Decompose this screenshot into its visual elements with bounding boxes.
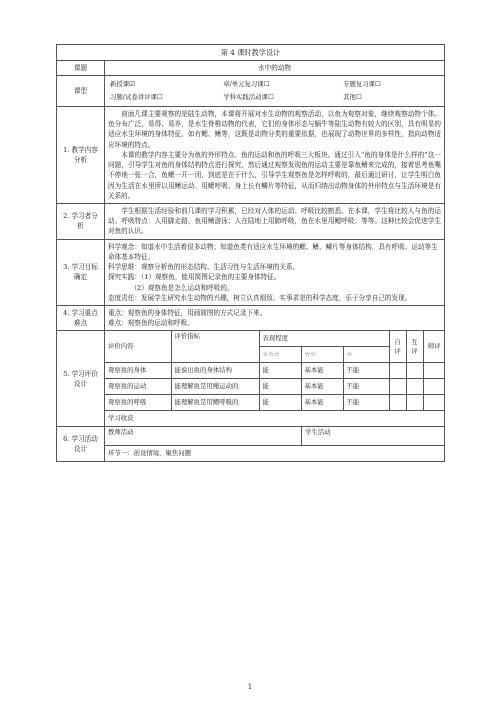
lesson-type-unit-review: 章/单元复习课☐ bbox=[223, 79, 270, 88]
lesson-type-label: 课型 bbox=[57, 76, 105, 107]
eval-self-cell bbox=[389, 379, 406, 395]
topic-label: 课题 bbox=[57, 61, 105, 76]
objective-thinking: 科学思维：观察分析鱼的形态结构、生活习性与生活环境的关系。 bbox=[108, 263, 300, 272]
eval-level-mostly: 基本能 bbox=[301, 379, 343, 395]
content-analysis-row bbox=[57, 107, 445, 204]
eval-teacher-cell bbox=[423, 363, 445, 379]
key-point: 重点：观察鱼的身体特征，用画简图的方式记录下来。 bbox=[108, 308, 267, 317]
eval-level-yes: 能 bbox=[259, 395, 301, 411]
eval-teacher-cell bbox=[423, 379, 445, 395]
objective-practice-1: 探究实践：（1）观察鱼，能用简图记录鱼的主要身体特征。 bbox=[108, 273, 281, 282]
content-analysis-label: 1. 教学内容分析 bbox=[57, 107, 105, 204]
eval-level-mostly: 基本能 bbox=[301, 363, 343, 379]
page-number: 1 bbox=[247, 683, 253, 691]
lesson-type-other: 其他☐ bbox=[343, 92, 362, 101]
learner-analysis-label: 2. 学习者分析 bbox=[57, 203, 105, 239]
eval-peer-cell bbox=[406, 363, 423, 379]
activity-step-1: 环节一：创设情境，聚焦问题 bbox=[105, 446, 444, 462]
lesson-type-exercise: 习题/试卷讲评课☐ bbox=[110, 92, 163, 101]
eval-header-content: 评价内容 bbox=[105, 331, 171, 363]
eval-content: 观察鱼的运动 bbox=[105, 379, 171, 395]
learner-analysis-row bbox=[57, 203, 445, 239]
eval-content: 观察鱼的身体 bbox=[105, 363, 171, 379]
eval-harvest: 学习收获 bbox=[105, 411, 445, 427]
eval-row bbox=[105, 379, 445, 395]
activities-label: 6. 学习活动设计 bbox=[57, 427, 105, 462]
content-analysis-paragraph-2: 本课的教学内容主要分为鱼的外形特点、鱼的运动和鱼的呼吸三大板块。通过引入“鱼的身体是什么样的”这一问题，引导学生对鱼的身体结构特点进行探究，然后通过观察发现鱼的运动主要是靠鱼鳍来完成的，接着思考鱼嘴不停地一张一合，鱼鳃一开一闭，到底是在干什么，引导学生观察鱼是怎样呼吸的，最后通过研讨，让学生明白鱼因为生活在水里所以用鳍运动、用鳃呼吸、身上长有鳞片等特征，从而归纳出动物身体的外形特点与生活环境是有关系的。 bbox=[108, 150, 441, 200]
activities-row bbox=[57, 427, 445, 462]
eval-peer-cell bbox=[406, 395, 423, 411]
eval-content: 观察鱼的呼吸 bbox=[105, 395, 171, 411]
eval-level-1-star: ☆ bbox=[343, 347, 389, 363]
objective-attitude: 态度责任：发展学生研究水生动物的兴趣，树立认真细致、实事求是的科学态度，乐于分享自己的发现。 bbox=[108, 293, 412, 302]
eval-header-self: 自评 bbox=[389, 331, 406, 363]
topic-row bbox=[57, 61, 445, 76]
lesson-type-row bbox=[57, 76, 445, 107]
objectives-label: 3. 学习目标确定 bbox=[57, 239, 105, 305]
eval-teacher-cell bbox=[423, 395, 445, 411]
lesson-type-topic-review: 专题复习课☐ bbox=[343, 79, 381, 88]
lesson-type-practice: 学科实践活动课☐ bbox=[223, 92, 274, 101]
eval-level-3-stars: ☆☆☆ bbox=[259, 347, 301, 363]
topic-value: 水中的动物 bbox=[105, 61, 445, 76]
student-activity-header: 学生活动 bbox=[302, 427, 444, 446]
eval-indicator: 能说出鱼的身体结构 bbox=[171, 363, 259, 379]
eval-level-yes: 能 bbox=[259, 363, 301, 379]
lesson-type-new: 新授课☑ bbox=[110, 79, 135, 88]
activities-table bbox=[105, 427, 444, 461]
teacher-activity-header: 教师活动 bbox=[105, 427, 302, 446]
eval-header-indicator: 评价指标 bbox=[171, 331, 259, 363]
lesson-type-options bbox=[108, 78, 441, 104]
content-analysis-paragraph-1: 前面几课主要观察的是陆生动物，本课将开展对水生动物的观察活动，以鱼为观察对象，继续观察动物个体。鱼分布广泛，易得、易养，是水生脊椎动物的代表，它们的身体形态与蜗牛等陆生动物有较大的区别，具有明显的适应水生环境的身体特征，如有鳃、鳍等，这既是动物分类的重要依据，也展现了动物世界的多样性，指向动物适应环境的特点。 bbox=[108, 110, 441, 149]
eval-header-teacher: 师评 bbox=[423, 331, 445, 363]
key-points-label: 4. 学习重点难点 bbox=[57, 305, 105, 330]
eval-level-mostly: 基本能 bbox=[301, 395, 343, 411]
eval-self-cell bbox=[389, 395, 406, 411]
learner-analysis-paragraph: 学生根据生活经验和前几课的学习积累，已经对人体的运动、呼吸比较熟悉。在本课，学生将比较人与鱼的运动、呼吸特点：人用脚走路，鱼用鳍游泳；人在陆地上用肺呼吸，鱼在水里用鳃呼吸；等等。这种比较会促进学生对鱼的认识。 bbox=[108, 206, 441, 236]
eval-row bbox=[105, 363, 445, 379]
lesson-plan-table bbox=[56, 44, 445, 462]
evaluation-table bbox=[105, 331, 445, 426]
eval-header-peer: 互评 bbox=[406, 331, 423, 363]
difficult-point: 难点：观察鱼的运动和呼吸。 bbox=[108, 319, 194, 328]
evaluation-label: 5. 学习评价设计 bbox=[57, 331, 105, 427]
objectives-row bbox=[57, 239, 445, 305]
eval-level-no: 不能 bbox=[343, 395, 389, 411]
eval-row bbox=[105, 395, 445, 411]
eval-level-no: 不能 bbox=[343, 379, 389, 395]
objective-concept: 科学观念：知道水中生活着很多动物；知道鱼类有适应水生环境的鳃、鳍、鳞片等身体结构，具有呼吸、运动等生命体基本特征。 bbox=[108, 242, 438, 261]
eval-level-2-stars: ☆☆ bbox=[301, 347, 343, 363]
objective-practice-2: （2）观察鱼是怎么运动和呼吸的。 bbox=[130, 283, 234, 292]
eval-level-no: 不能 bbox=[343, 363, 389, 379]
eval-peer-cell bbox=[406, 379, 423, 395]
eval-level-yes: 能 bbox=[259, 379, 301, 395]
title-row bbox=[57, 45, 445, 61]
eval-indicator: 能理解鱼是用鳃呼吸的 bbox=[171, 395, 259, 411]
evaluation-row bbox=[57, 331, 445, 427]
document-title: 第 4 课时教学设计 bbox=[57, 45, 445, 61]
key-points-row bbox=[57, 305, 445, 330]
eval-self-cell bbox=[389, 363, 406, 379]
eval-indicator: 能理解鱼是用鳍运动的 bbox=[171, 379, 259, 395]
eval-header-level: 表现程度 bbox=[259, 331, 389, 347]
